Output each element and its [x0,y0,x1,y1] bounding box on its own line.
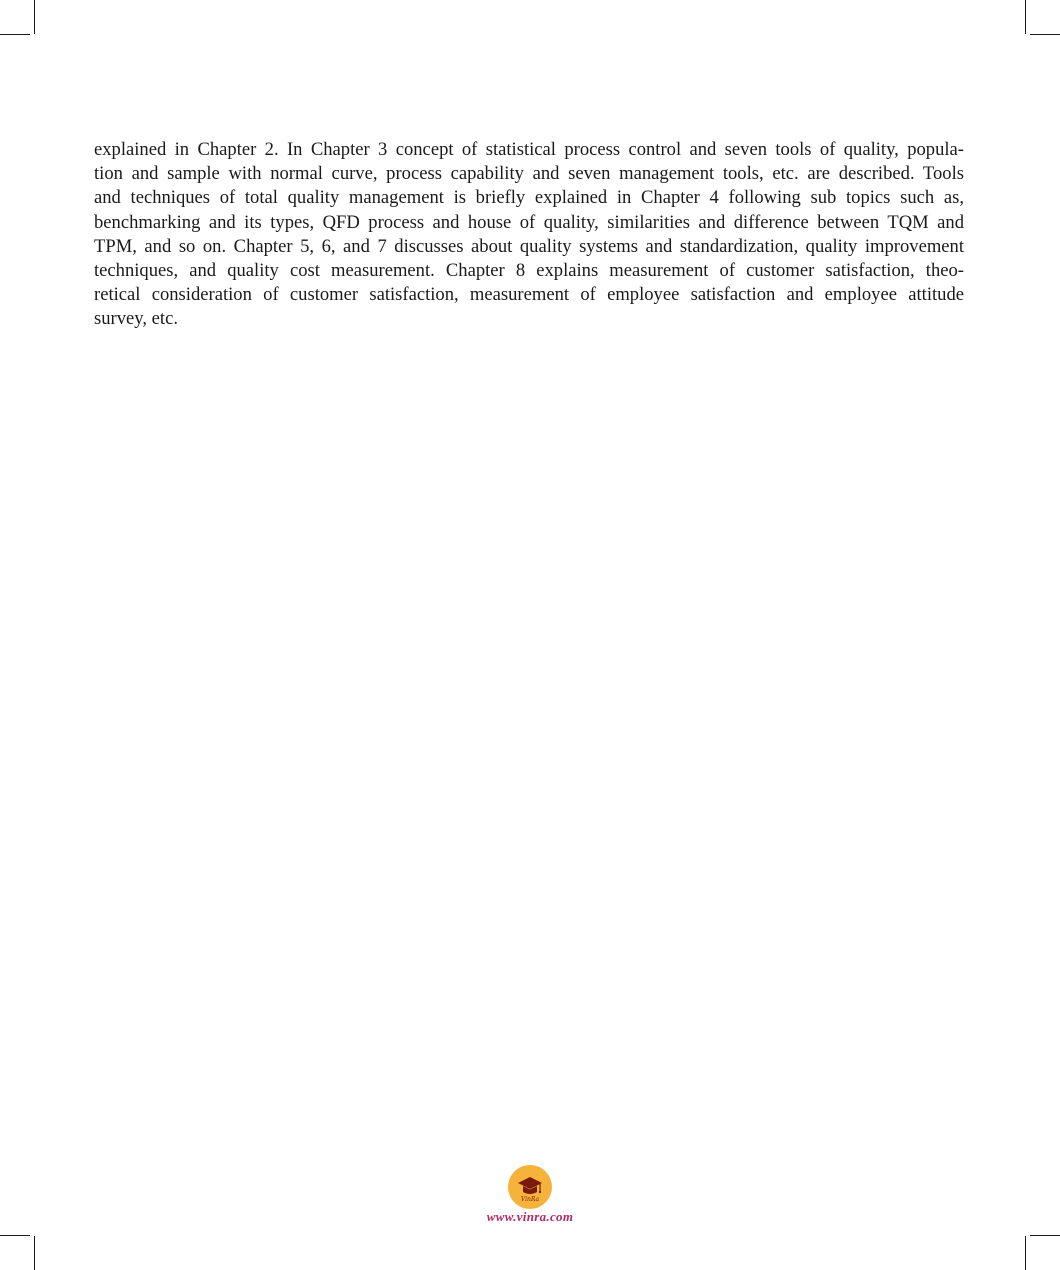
paragraph-line: techniques, and quality cost measurement. Chapter 8 explains measurement of customer satisfaction, theo- [94,260,964,282]
footer-website-url: www.vinra.com [486,1209,574,1224]
graduation-cap-icon [508,1165,552,1209]
crop-mark-top-right-vertical [1025,0,1026,34]
crop-mark-top-right-horizontal [1030,34,1060,35]
paragraph-line: retical consideration of customer satisfaction, measurement of employee satisfaction and employee attitude [94,284,964,306]
paragraph-line: tion and sample with normal curve, process capability and seven management tools, etc. are described. Tools [94,163,964,185]
paragraph-line: TPM, and so on. Chapter 5, 6, and 7 discusses about quality systems and standardization, quality improvement [94,235,964,257]
crop-mark-bottom-right-vertical [1025,1236,1026,1270]
vinra-logo [508,1165,552,1209]
svg-text:VinRa: VinRa [520,1196,540,1203]
body-paragraph [94,138,964,332]
paragraph-line: and techniques of total quality management is briefly explained in Chapter 4 following sub topics such as, [94,187,964,209]
paragraph-line: explained in Chapter 2. In Chapter 3 concept of statistical process control and seven tools of quality, popula- [94,139,964,160]
paragraph-line: survey, etc. [94,308,178,330]
paragraph-line: benchmarking and its types, QFD process and house of quality, similarities and difference between TQM and [94,211,964,233]
crop-mark-top-left-vertical [34,0,35,34]
crop-mark-bottom-left-vertical [34,1236,35,1270]
crop-mark-top-left-horizontal [0,34,30,35]
crop-mark-bottom-left-horizontal [0,1235,30,1236]
crop-mark-bottom-right-horizontal [1030,1235,1060,1236]
